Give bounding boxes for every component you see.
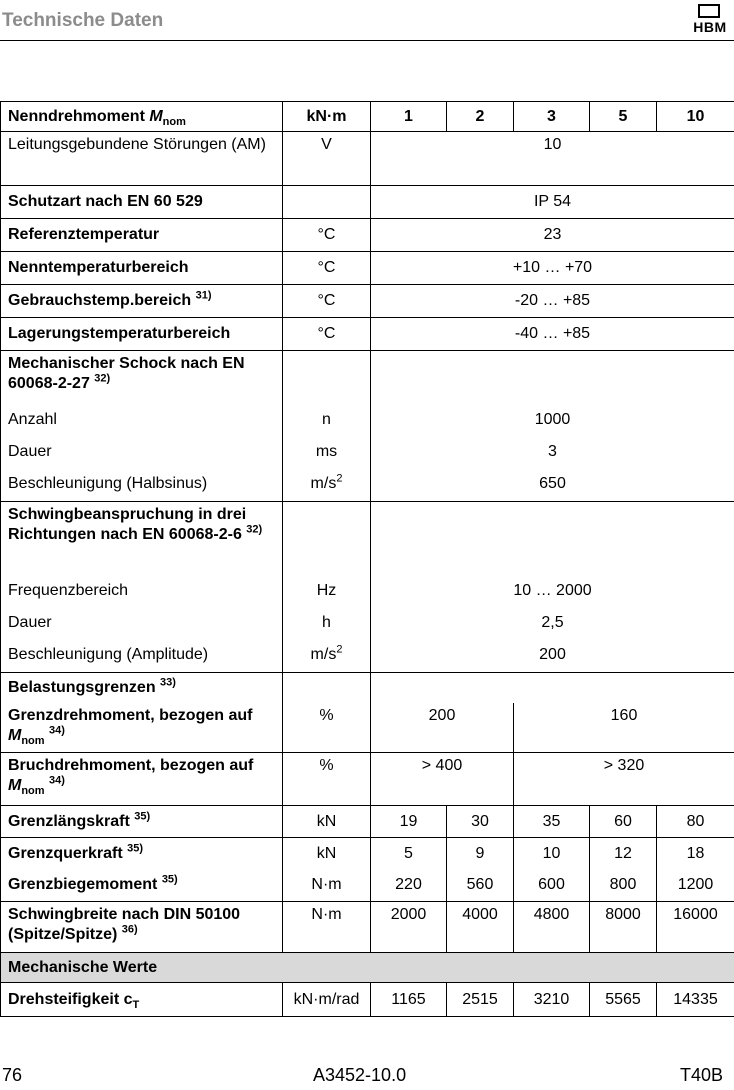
row-value: 8000 [590,902,657,953]
section-heading-row [1,953,734,983]
table-row [1,132,734,186]
row-value: 30 [447,806,514,838]
table-row [1,870,734,902]
group-label: Mechanischer Schock nach EN 60068-2-27 $^{32)}$ [1,351,283,404]
row-value: > 320 [514,753,734,806]
row-value: IP 54 [371,186,734,219]
row-value: 800 [590,870,657,902]
page-number: 76 [2,1065,23,1085]
row-value: 220 [371,870,447,902]
row-value: 14335 [657,983,734,1017]
row-value: 60 [590,806,657,838]
row-unit [283,186,371,219]
row-value: 560 [447,870,514,902]
row-value: -40 … +85 [371,318,734,351]
row-value: 650 [371,468,734,502]
row-unit: $m/s^2$ [283,468,371,502]
row-label: Lagerungstemperaturbereich [1,318,283,351]
row-label: Nenntemperaturbereich [1,252,283,285]
row-label: Grenzlängskraft $^{35)}$ [1,806,283,838]
row-label: Schwingbreite nach DIN 50100 (Spitze/Spitze) $^{36)}$ [1,902,283,953]
header-rule [0,40,734,41]
group-label: Belastungsgrenzen $^{33)}$ [1,673,283,703]
row-value: 23 [371,219,734,252]
row-value: 16000 [657,902,734,953]
table-row [1,252,734,285]
row-unit: % [283,703,371,753]
table-row [1,902,734,953]
row-value: 4000 [447,902,514,953]
row-unit: N·m [283,870,371,902]
row-value: 10 [514,838,590,870]
row-label: Leitungsgebundene Störungen (AM) [1,132,283,186]
table-row [1,186,734,219]
row-unit: kN [283,838,371,870]
row-label: Beschleunigung (Amplitude) [1,639,283,673]
header-col: 2 [447,102,514,132]
table-row [1,607,734,639]
row-unit: V [283,132,371,186]
row-value: 5565 [590,983,657,1017]
row-unit: kN [283,806,371,838]
row-value: 19 [371,806,447,838]
row-value: 9 [447,838,514,870]
table-row [1,983,734,1017]
section-heading: Mechanische Werte [1,953,734,983]
row-unit: °C [283,219,371,252]
table-row [1,703,734,753]
table-row [1,285,734,318]
hbm-logo [688,4,732,38]
row-value: 2000 [371,902,447,953]
table-row [1,318,734,351]
logo-mark [698,4,720,18]
row-unit: °C [283,285,371,318]
row-value: 18 [657,838,734,870]
row-value: 80 [657,806,734,838]
product-name: T40B [680,1065,724,1085]
row-unit: °C [283,252,371,285]
group-heading-row [1,351,734,404]
row-value: 3 [371,436,734,468]
row-value: 2515 [447,983,514,1017]
row-value: 10 … 2000 [371,575,734,607]
header-label: Nenndrehmoment $M_{nom}$ [1,102,283,132]
row-value: 4800 [514,902,590,953]
document-number: A3452-10.0 [313,1065,407,1085]
group-label: Schwingbeanspruchung in drei Richtungen nach EN 60068-2-6 $^{32)}$ [1,502,283,575]
row-value: 600 [514,870,590,902]
header-col: 3 [514,102,590,132]
row-unit: Hz [283,575,371,607]
row-label: Gebrauchstemp.bereich $^{31)}$ [1,285,283,318]
row-label: Dauer [1,436,283,468]
row-unit: kN·m/rad [283,983,371,1017]
row-value: 160 [514,703,734,753]
page-header-title: Technische Daten [2,10,164,31]
row-label: Grenzdrehmoment, bezogen auf $M_{nom}$ $^{34)}$ [1,703,283,753]
row-value: 1200 [657,870,734,902]
row-value: -20 … +85 [371,285,734,318]
row-unit: $m/s^2$ [283,639,371,673]
row-unit: % [283,753,371,806]
table-row [1,468,734,502]
logo-text: HBM [693,19,727,35]
row-unit: h [283,607,371,639]
row-value: 5 [371,838,447,870]
row-label: Anzahl [1,404,283,436]
row-value: 1000 [371,404,734,436]
row-label: Frequenzbereich [1,575,283,607]
row-label: Beschleunigung (Halbsinus) [1,468,283,502]
header-col: 10 [657,102,734,132]
table-row [1,575,734,607]
header-col: 1 [371,102,447,132]
table-row [1,753,734,806]
group-heading-row [1,502,734,575]
row-value: 2,5 [371,607,734,639]
row-value: > 400 [371,753,514,806]
row-unit: ms [283,436,371,468]
header-unit: kN·m [283,102,371,132]
row-value: +10 … +70 [371,252,734,285]
table-row [1,838,734,870]
row-unit: N·m [283,902,371,953]
spec-table [0,101,734,1017]
row-value: 200 [371,703,514,753]
row-label: Grenzbiegemoment $^{35)}$ [1,870,283,902]
row-value: 10 [371,132,734,186]
row-unit: °C [283,318,371,351]
row-label: Grenzquerkraft $^{35)}$ [1,838,283,870]
row-label: Bruchdrehmoment, bezogen auf $M_{nom}$ $^{34)}$ [1,753,283,806]
table-row [1,219,734,252]
row-value: 1165 [371,983,447,1017]
table-row [1,639,734,673]
row-value: 3210 [514,983,590,1017]
row-label: Referenztemperatur [1,219,283,252]
row-value: 12 [590,838,657,870]
row-value: 200 [371,639,734,673]
row-unit: n [283,404,371,436]
row-label: Schutzart nach EN 60 529 [1,186,283,219]
group-heading-row [1,673,734,703]
table-header-row [1,102,734,132]
row-label: Dauer [1,607,283,639]
row-label: Drehsteifigkeit $c_T$ [1,983,283,1017]
header-col: 5 [590,102,657,132]
table-row [1,436,734,468]
table-row [1,404,734,436]
row-value: 35 [514,806,590,838]
table-row [1,806,734,838]
